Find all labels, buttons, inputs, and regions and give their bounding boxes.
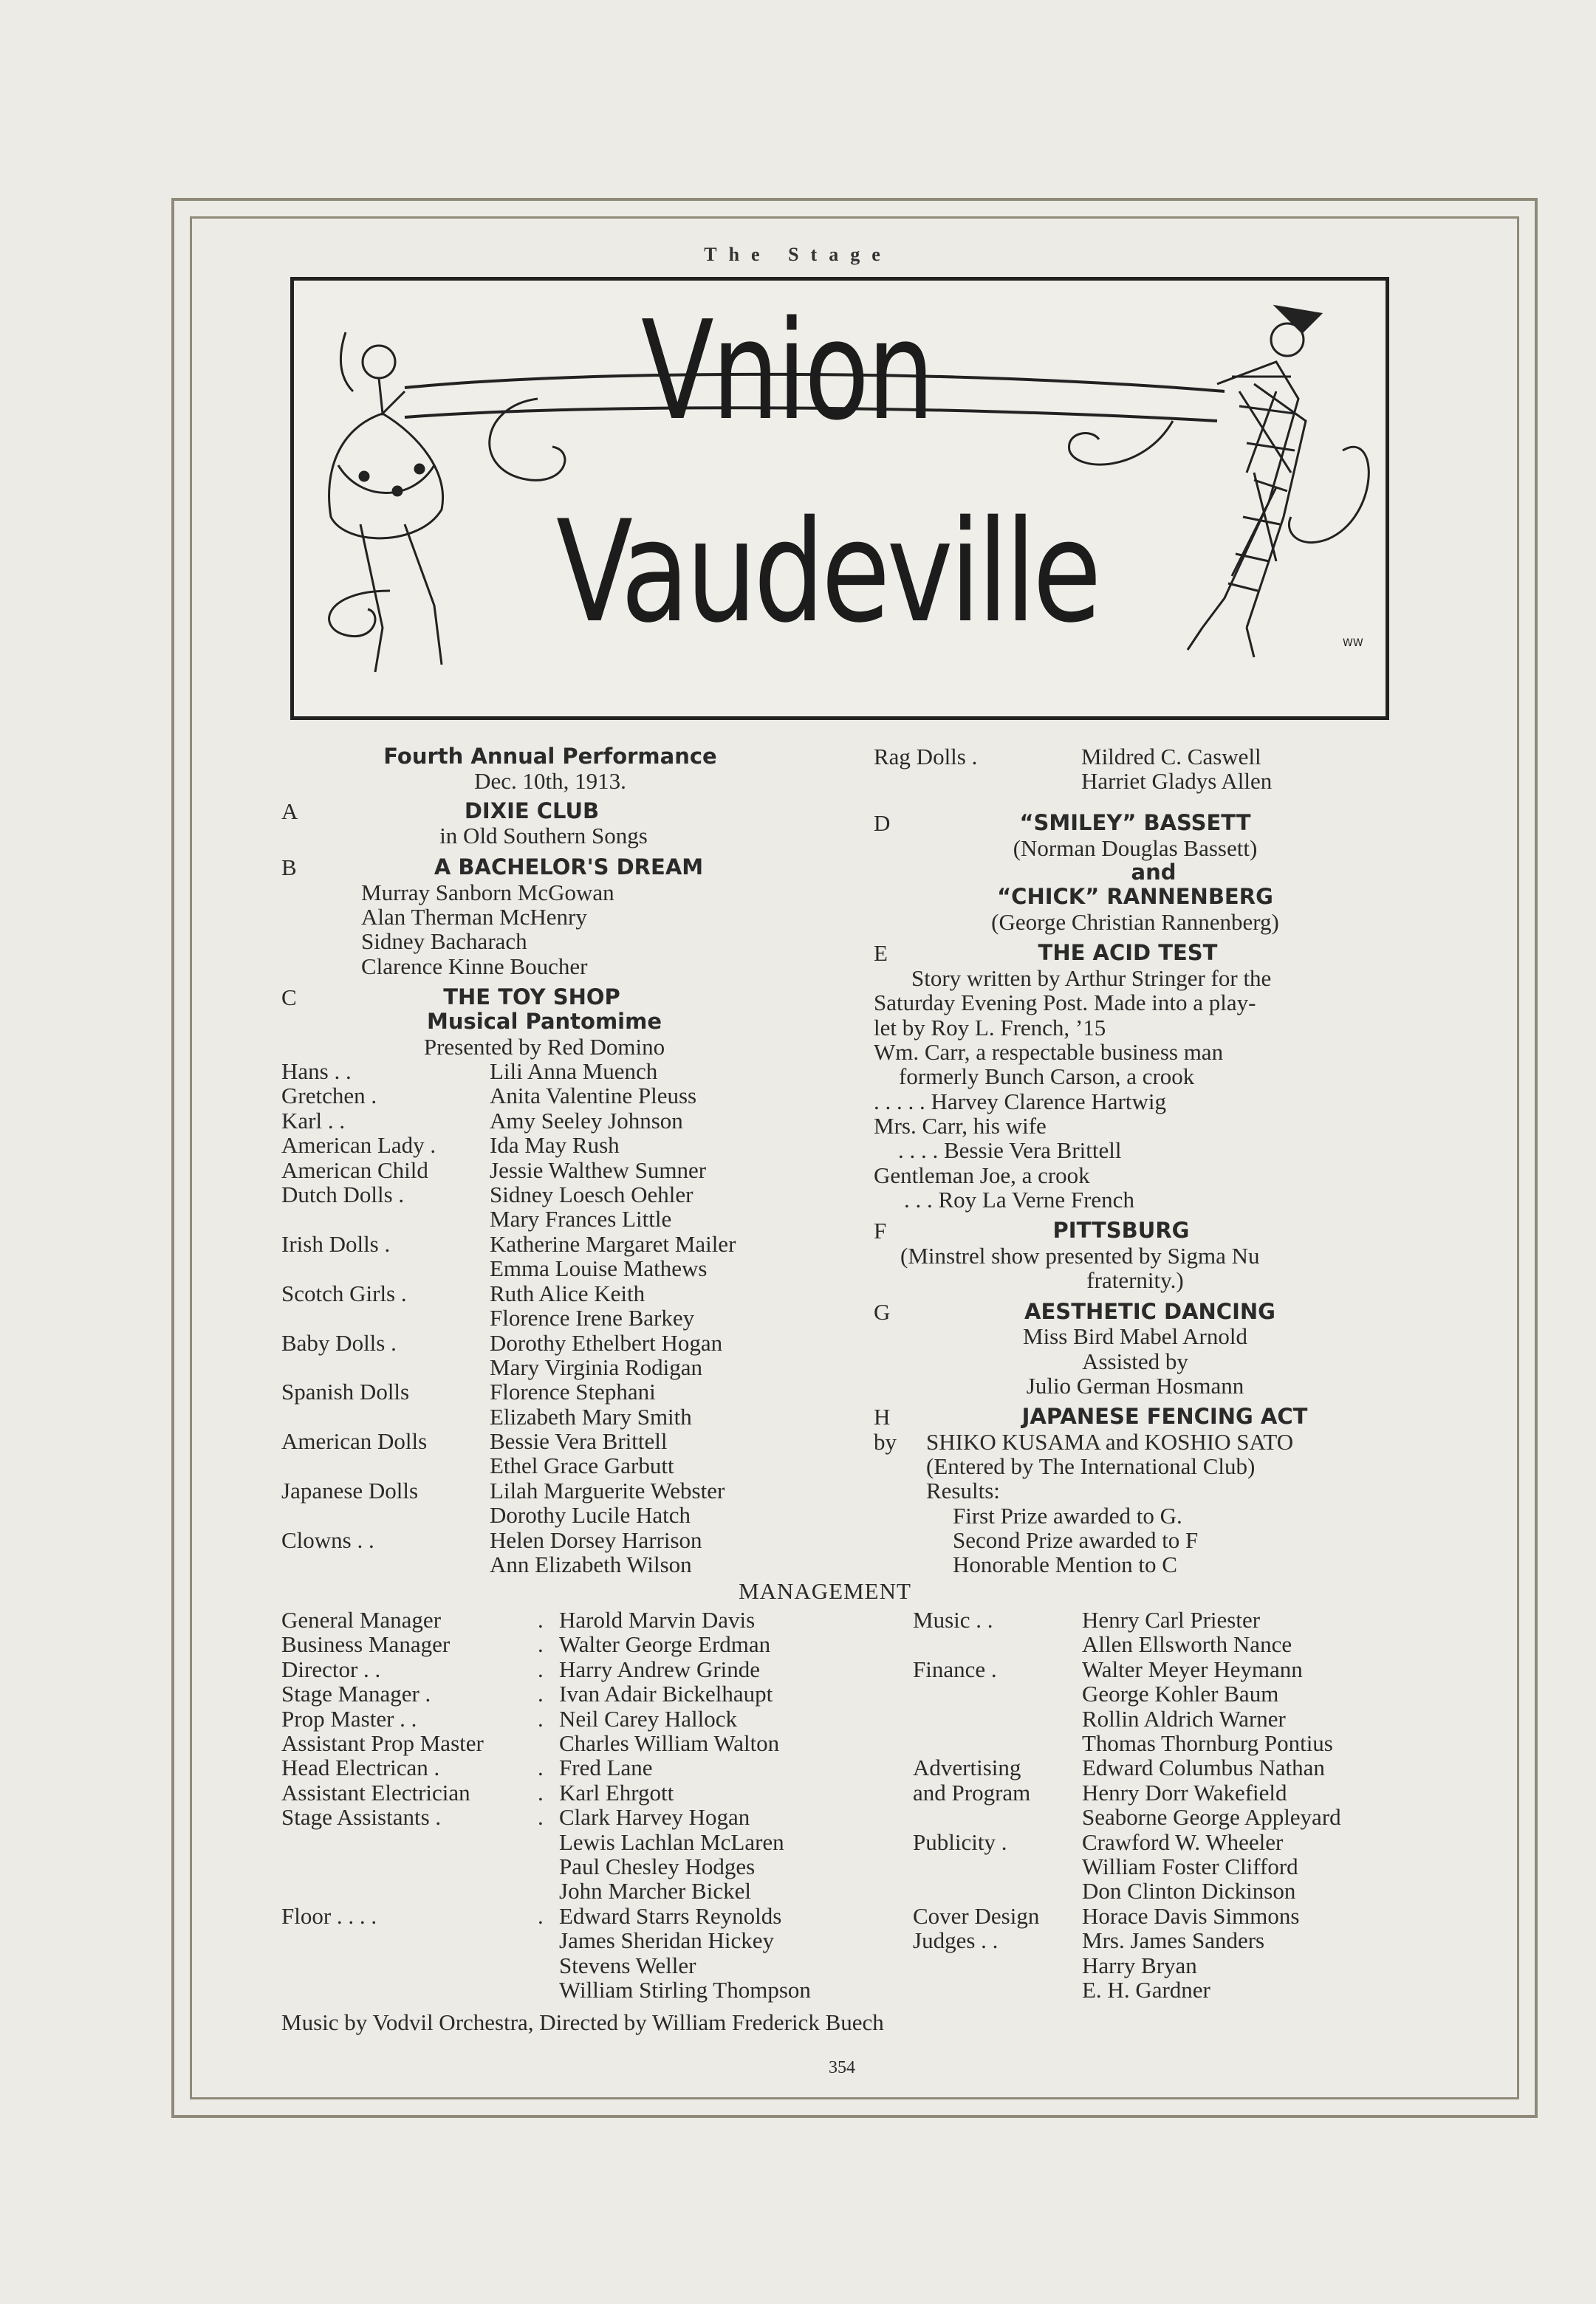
management-role: Cover Design — [913, 1902, 1040, 1929]
management-member: James Sheridan Hickey — [559, 1927, 774, 1954]
role-name: Spanish Dolls — [281, 1379, 410, 1405]
act-description: let by Roy L. French, ’15 — [874, 1015, 1106, 1040]
act-subtitle: (Norman Douglas Bassett) — [1013, 835, 1258, 861]
actor-name: Mary Virginia Rodigan — [490, 1354, 703, 1380]
management-member: Harold Marvin Davis — [559, 1607, 756, 1633]
act-description: (Minstrel show presented by Sigma Nu — [900, 1243, 1260, 1269]
act-description: (Entered by The International Club) — [926, 1453, 1256, 1479]
music-credit: Music by Vodvil Orchestra, Directed by William Frederick Buech — [281, 2009, 884, 2035]
result-line: Second Prize awarded to F — [953, 1527, 1199, 1553]
actor-name: Sidney Loesch Oehler — [490, 1182, 693, 1207]
management-member: Seaborne George Appleyard — [1082, 1804, 1341, 1831]
management-role: Floor . . . . — [281, 1902, 377, 1929]
act-description: Results: — [926, 1478, 1000, 1504]
cast-name: Alan Therman McHenry — [361, 904, 587, 930]
cast-name: Clarence Kinne Boucher — [361, 953, 588, 979]
act-title: “SMILEY” BASSETT — [1019, 810, 1251, 835]
management-member: Karl Ehrgott — [559, 1779, 674, 1806]
management-member: William Foster Clifford — [1082, 1854, 1298, 1879]
management-member: Fred Lane — [559, 1755, 653, 1781]
act-presenter: Presented by Red Domino — [423, 1034, 665, 1060]
management-member: Horace Davis Simmons — [1082, 1902, 1300, 1929]
management-member: E. H. Gardner — [1082, 1977, 1210, 2003]
cast-name: Miss Bird Mabel Arnold — [1023, 1323, 1247, 1349]
role-name: Rag Dolls . — [874, 744, 978, 769]
program-date: Dec. 10th, 1913. — [474, 768, 626, 794]
management-role: Music . . — [913, 1607, 993, 1633]
leader-dots: . — [538, 1755, 544, 1781]
management-role: Stage Manager . — [281, 1681, 431, 1707]
management-member: Stevens Weller — [559, 1952, 696, 1978]
management-member: Rollin Aldrich Warner — [1082, 1705, 1286, 1732]
leader-dots: . — [538, 1681, 544, 1707]
banner-title-line1: Vnion — [641, 291, 933, 450]
actor-name: Bessie Vera Brittell — [490, 1428, 668, 1454]
running-head: The Stage — [704, 244, 892, 265]
management-member: Thomas Thornburg Pontius — [1082, 1730, 1333, 1756]
act-letter: B — [281, 854, 297, 880]
management-member: Harry Andrew Grinde — [559, 1656, 761, 1682]
leader-dots: . — [538, 1656, 544, 1682]
actor-name: Jessie Walthew Sumner — [490, 1157, 707, 1183]
actor-name: Katherine Margaret Mailer — [490, 1231, 736, 1257]
actor-name: Emma Louise Mathews — [490, 1255, 708, 1281]
act-subtitle: (George Christian Rannenberg) — [991, 909, 1279, 935]
management-member: Neil Carey Hallock — [559, 1705, 738, 1732]
act-letter: F — [874, 1218, 887, 1244]
leader-dots: . — [538, 1631, 544, 1658]
program-heading: Fourth Annual Performance — [383, 744, 717, 769]
cast-line: . . . . Bessie Vera Brittell — [898, 1137, 1122, 1163]
act-title: AESTHETIC DANCING — [1024, 1299, 1275, 1324]
harlequin-figure — [1188, 306, 1321, 657]
management-member: Crawford W. Wheeler — [1082, 1828, 1284, 1855]
role-name: American Child — [281, 1157, 428, 1183]
act-letter: G — [874, 1299, 891, 1325]
actor-name: Anita Valentine Pleuss — [490, 1083, 697, 1108]
actor-name: Florence Stephani — [490, 1379, 656, 1405]
act-title: THE TOY SHOP — [443, 984, 620, 1009]
management-member: Harry Bryan — [1082, 1952, 1197, 1978]
role-name: Baby Dolls . — [281, 1330, 397, 1356]
actor-name: Lilah Marguerite Webster — [490, 1478, 725, 1504]
management-member: George Kohler Baum — [1082, 1681, 1279, 1707]
actor-name: Amy Seeley Johnson — [490, 1108, 683, 1134]
act-letter: C — [281, 984, 297, 1010]
act-title: A BACHELOR'S DREAM — [434, 854, 704, 880]
role-name: Japanese Dolls — [281, 1478, 419, 1504]
cast-name: SHIKO KUSAMA and KOSHIO SATO — [926, 1429, 1294, 1455]
management-role: Assistant Electrician — [281, 1779, 470, 1806]
actor-name: Florence Irene Barkey — [490, 1305, 695, 1331]
actor-name: Lili Anna Muench — [490, 1058, 658, 1084]
management-member: William Stirling Thompson — [559, 1977, 811, 2003]
act-subtitle: in Old Southern Songs — [439, 823, 648, 848]
cast-name: Murray Sanborn McGowan — [361, 880, 614, 905]
act-letter: A — [281, 798, 298, 824]
role-name: Scotch Girls . — [281, 1280, 407, 1306]
management-role: Finance . — [913, 1656, 997, 1682]
management-member: Mrs. James Sanders — [1082, 1927, 1265, 1954]
management-member: Charles William Walton — [559, 1730, 780, 1756]
management-member: Ivan Adair Bickelhaupt — [559, 1681, 773, 1707]
management-role: Stage Assistants . — [281, 1804, 442, 1831]
management-member: Edward Columbus Nathan — [1082, 1755, 1325, 1781]
management-member: John Marcher Bickel — [559, 1878, 751, 1904]
act-title: JAPANESE FENCING ACT — [1021, 1404, 1308, 1429]
management-role: Assistant Prop Master — [281, 1730, 484, 1756]
result-line: First Prize awarded to G. — [953, 1503, 1182, 1529]
management-member: Walter George Erdman — [559, 1631, 771, 1658]
actor-name: Elizabeth Mary Smith — [490, 1404, 692, 1430]
leader-dots: . — [538, 1804, 544, 1831]
role-name: Clowns . . — [281, 1527, 374, 1553]
management-heading: MANAGEMENT — [739, 1578, 911, 1604]
act-letter: D — [874, 810, 891, 836]
cast-name: Assisted by — [1082, 1348, 1188, 1374]
dancer-figure — [329, 332, 443, 672]
management-role: Head Electrican . — [281, 1755, 440, 1781]
cast-name: Julio German Hosmann — [1026, 1373, 1244, 1399]
role-name: American Dolls — [281, 1428, 428, 1454]
actor-name: Harriet Gladys Allen — [1081, 768, 1273, 794]
act-subtitle: Musical Pantomime — [426, 1009, 662, 1034]
actor-name: Ida May Rush — [490, 1132, 620, 1158]
act-by: by — [874, 1429, 897, 1455]
management-role: Director . . — [281, 1656, 381, 1682]
role-name: Karl . . — [281, 1108, 346, 1134]
leader-dots: . — [538, 1607, 544, 1633]
actor-name: Helen Dorsey Harrison — [490, 1527, 702, 1553]
act-conjunction: and — [1131, 860, 1177, 885]
actor-name: Ann Elizabeth Wilson — [490, 1552, 692, 1577]
management-member: Walter Meyer Heymann — [1082, 1656, 1303, 1682]
act-letter: H — [874, 1404, 891, 1430]
management-member: Paul Chesley Hodges — [559, 1854, 756, 1879]
cast-line: Gentleman Joe, a crook — [874, 1162, 1090, 1188]
management-role: Prop Master . . — [281, 1705, 417, 1732]
management-member: Clark Harvey Hogan — [559, 1804, 750, 1831]
actor-name: Dorothy Ethelbert Hogan — [490, 1330, 723, 1356]
cast-line: . . . . . Harvey Clarence Hartwig — [874, 1088, 1166, 1114]
page-number: 354 — [829, 2058, 855, 2077]
role-name: Dutch Dolls . — [281, 1182, 405, 1207]
actor-name: Ethel Grace Garbutt — [490, 1453, 674, 1478]
role-name: American Lady . — [281, 1132, 436, 1158]
result-line: Honorable Mention to C — [953, 1552, 1177, 1577]
act-title: PITTSBURG — [1052, 1218, 1190, 1243]
cast-line: Mrs. Carr, his wife — [874, 1113, 1047, 1139]
management-role: Publicity . — [913, 1828, 1007, 1855]
act-title: “CHICK” RANNENBERG — [997, 884, 1273, 909]
act-title: DIXIE CLUB — [464, 798, 600, 823]
banner-signature: WW — [1343, 637, 1363, 649]
management-member: Allen Ellsworth Nance — [1082, 1631, 1292, 1658]
act-description: Saturday Evening Post. Made into a play- — [874, 990, 1256, 1015]
cast-line: formerly Bunch Carson, a crook — [899, 1063, 1195, 1089]
management-member: Henry Dorr Wakefield — [1082, 1779, 1287, 1806]
cast-line: . . . Roy La Verne French — [904, 1187, 1134, 1213]
management-member: Henry Carl Priester — [1082, 1607, 1261, 1633]
actor-name: Dorothy Lucile Hatch — [490, 1502, 691, 1528]
act-title: THE ACID TEST — [1038, 940, 1218, 965]
leader-dots: . — [538, 1705, 544, 1732]
actor-name: Ruth Alice Keith — [490, 1280, 645, 1306]
leader-dots: . — [538, 1902, 544, 1929]
management-member: Don Clinton Dickinson — [1082, 1878, 1296, 1904]
act-description: Story written by Arthur Stringer for the — [911, 965, 1272, 991]
management-member: Edward Starrs Reynolds — [559, 1902, 782, 1929]
leader-dots: . — [538, 1779, 544, 1806]
title-banner — [290, 277, 1389, 720]
banner-title-line2: Vaudeville — [556, 490, 1098, 654]
role-name: Gretchen . — [281, 1083, 377, 1108]
actor-name: Mildred C. Caswell — [1081, 744, 1261, 769]
act-description: fraternity.) — [1086, 1267, 1184, 1293]
cast-line: Wm. Carr, a respectable business man — [874, 1039, 1224, 1065]
role-name: Irish Dolls . — [281, 1231, 391, 1257]
management-role: Business Manager — [281, 1631, 451, 1658]
management-role: General Manager — [281, 1607, 442, 1633]
cast-name: Sidney Bacharach — [361, 928, 527, 954]
management-role: Advertising — [913, 1755, 1021, 1781]
actor-name: Mary Frances Little — [490, 1206, 672, 1232]
management-role: Judges . . — [913, 1927, 999, 1954]
management-role: and Program — [913, 1779, 1031, 1806]
act-letter: E — [874, 940, 888, 966]
role-name: Hans . . — [281, 1058, 352, 1084]
management-member: Lewis Lachlan McLaren — [559, 1828, 784, 1855]
